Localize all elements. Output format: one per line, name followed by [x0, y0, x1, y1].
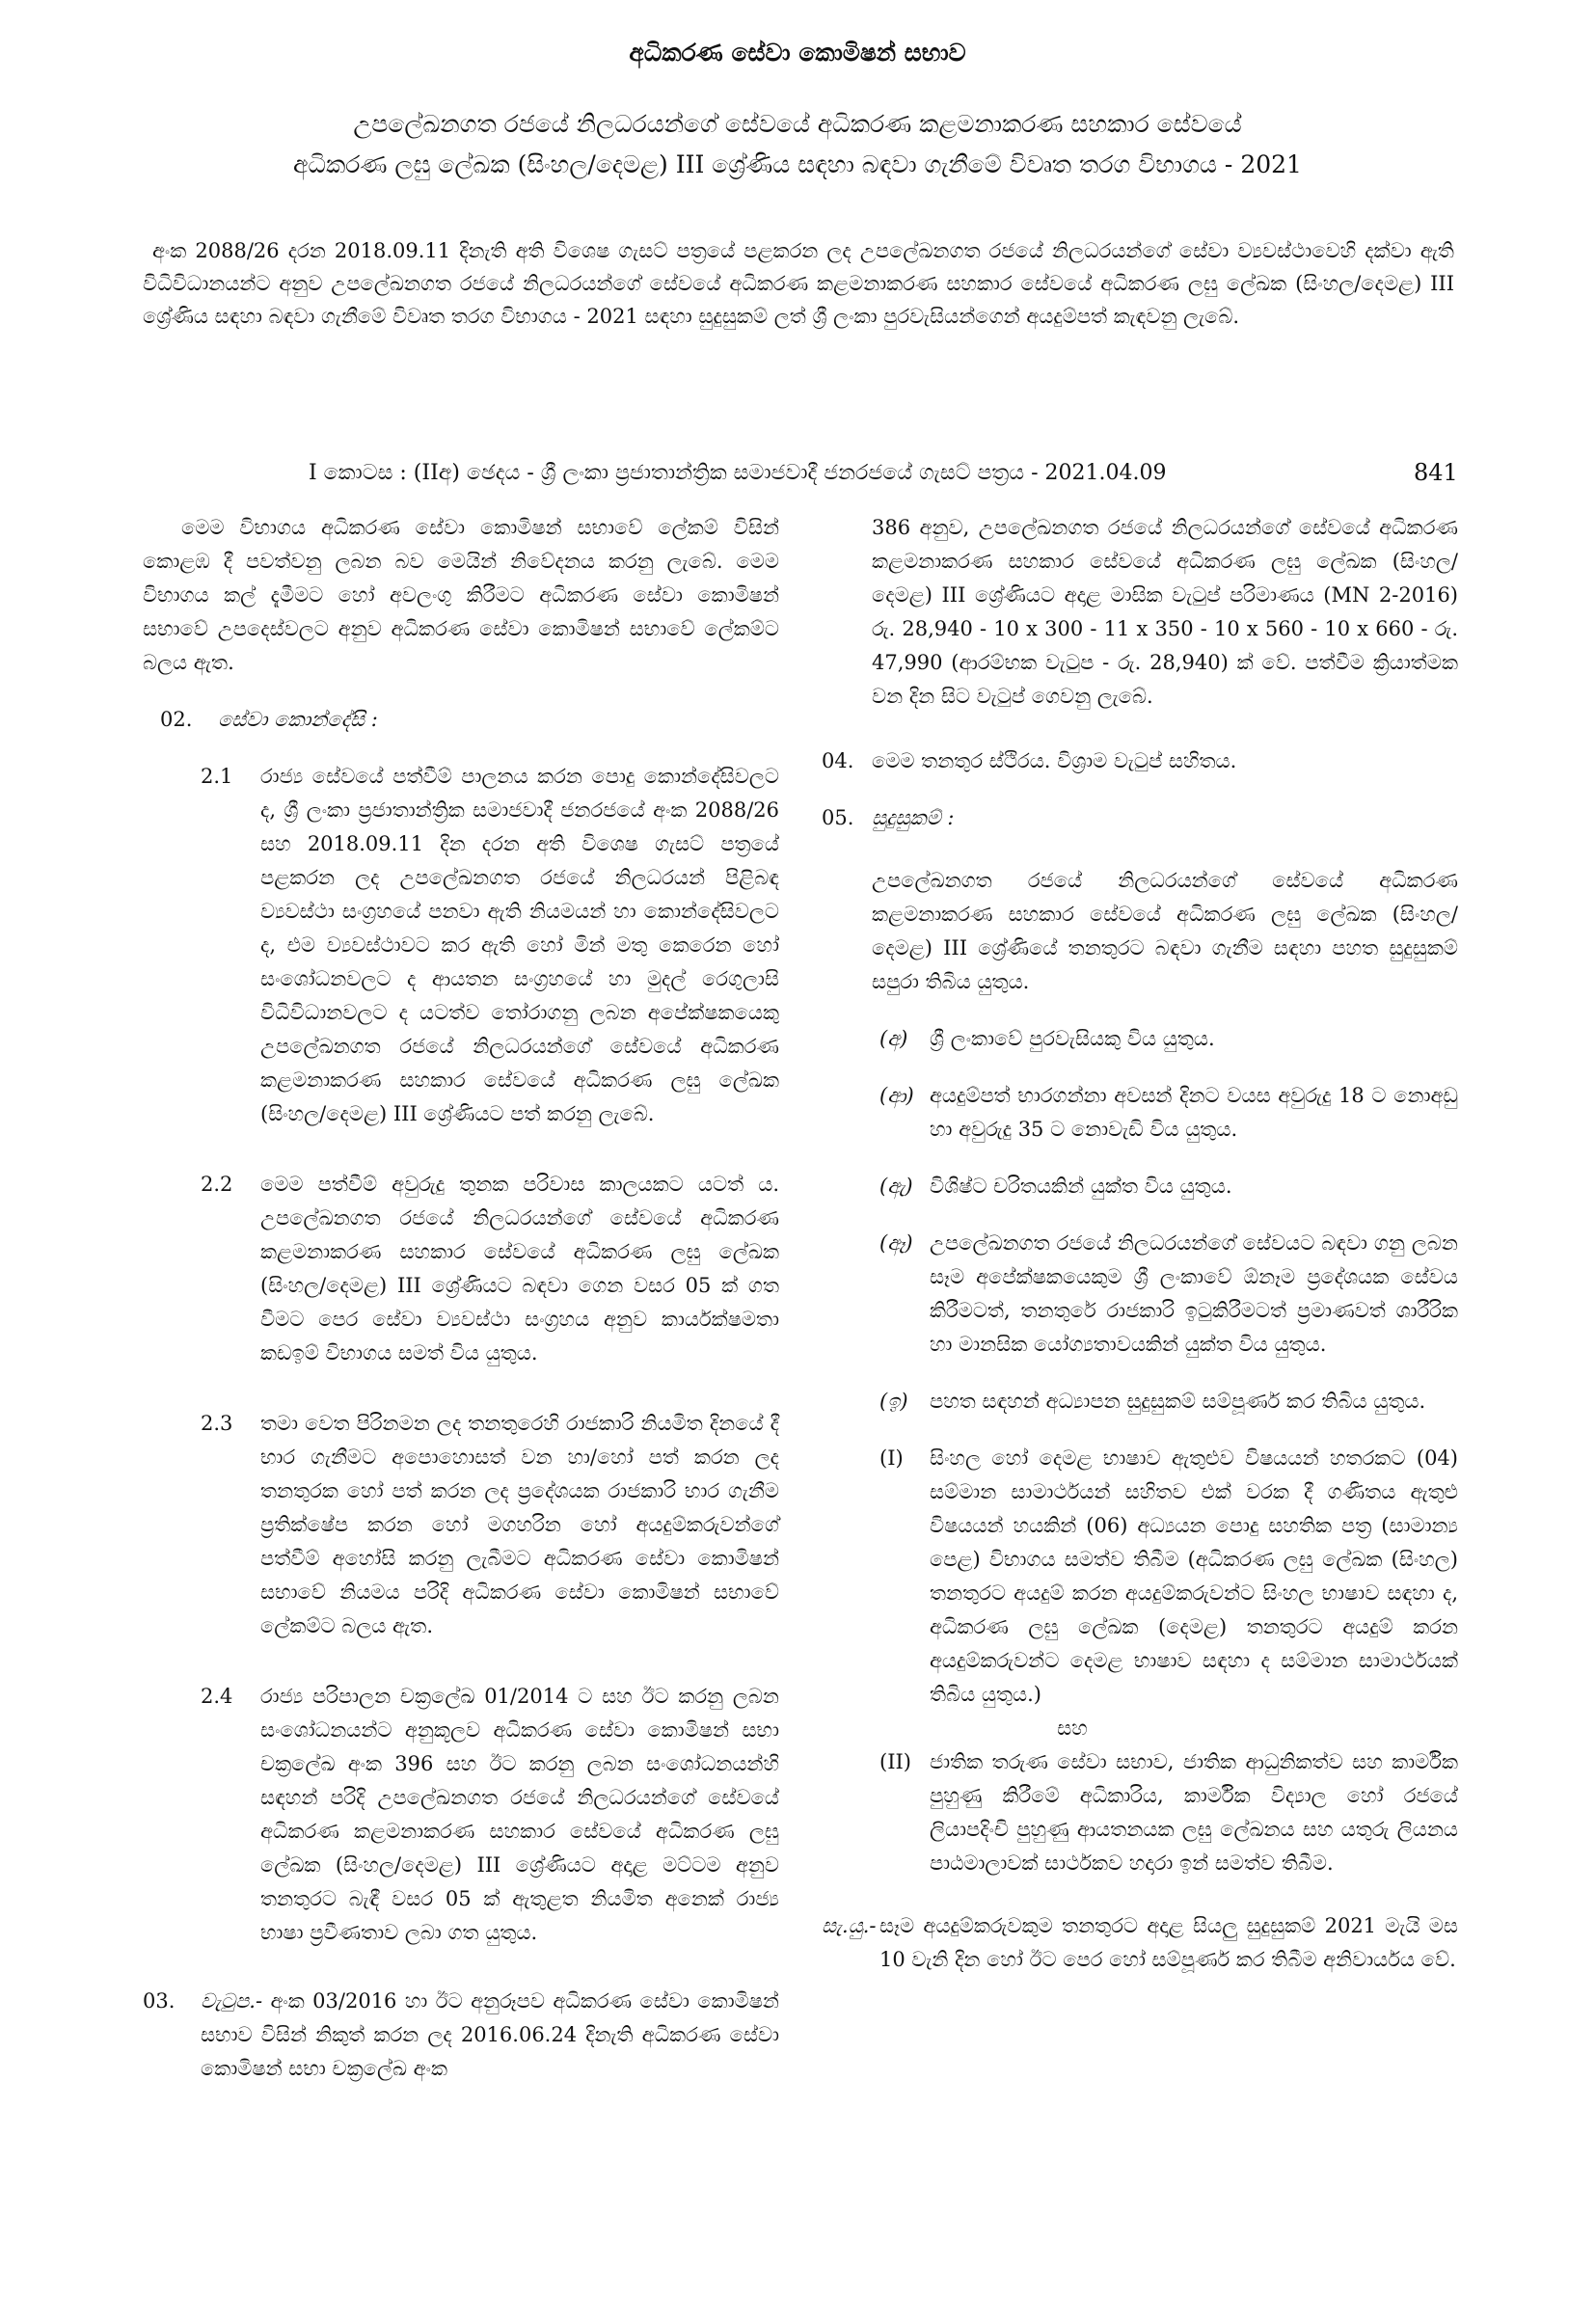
- item-text: උපලේඛනගත රජයේ නිලධරයන්ගේ සේවයට බඳවා ගනු ලබන සෑම අපේක්ෂකයෙකුම ශ්‍රී ලංකාවේ ඕනෑම ප්‍රදේශයක සේවය කිරීමටත්, තනතුරේ රාජකාරි ඉටුකිරීමටත් ප්‍රමාණවත් ශාරීරික හා මානසික යෝග්‍යතාවයකින් යුක්ත විය යුතුය.: [930, 1231, 1458, 1356]
- section-04-text: මෙම තනතුර ස්ථිරය. විශ්‍රාම වැටුප් සහිතය.: [872, 749, 1237, 772]
- item-number: (ඈ): [879, 1231, 913, 1255]
- item-text: රාජ්‍ය පරිපාලන චක්‍රලේඛ 01/2014 ට සහ ඊට කරනු ලබන සංශෝධනයන්ට අනුකූලව අධිකරණ සේවා කොමිෂන් සභා චක්‍රලේඛ අංක 396 සහ ඊට කරනු ලබන සංශෝධනයන්හි සඳහන් පරිදි උපලේඛනගත රජයේ නිලධරයන්ගේ සේවයේ අධිකරණ කළමනාකරණ සහකාර සේවයේ අධිකරණ ලඝු ලේඛක (සිංහල/දෙමළ) III ශ්‍රේණියට අදාළ මට්ටම අනුව තනතුරට බැඳී වසර 05 ක් ඇතුළත නියමිත අනෙක් රාජ්‍ය භාෂා ප්‍රවීණතාව ලබා ගත යුතුය.: [260, 1685, 779, 1944]
- left-column: [143, 511, 779, 2086]
- item-text: ජාතික තරුණ සේවා සභාව, ජාතික ආධුනිකත්ව සහ කාර්මික පුහුණු කිරීමේ අධිකාරිය, කාර්මික විද්‍යාල හෝ රජයේ ලියාපදිංචි පුහුණු ආයතනයක ලඝු ලේඛනය සහ යතුරු ලියනය පාඨමාලාවක් සාර්ථකව හදාරා ඉන් සමත්ව තිබීම.: [930, 1750, 1458, 1875]
- section-title: සුදුසුකම් :: [872, 806, 955, 829]
- qualification-aee: [822, 1227, 1458, 1362]
- education-I: [822, 1442, 1458, 1712]
- item-number: 2.1: [201, 765, 233, 788]
- item-number: 2.2: [201, 1173, 233, 1196]
- item-number: 2.3: [201, 1412, 233, 1435]
- item-number: (ඉ): [879, 1390, 908, 1413]
- item-text: පහත සඳහන් අධ්‍යාපන සුදුසුකම් සම්පූර්ණ කර තිබිය යුතුය.: [930, 1390, 1426, 1413]
- item-text: විශිෂ්ට චරිතයකින් යුක්ත විය යුතුය.: [930, 1175, 1232, 1198]
- item-number: (ආ): [879, 1084, 914, 1107]
- section-number: 03.: [143, 1989, 176, 2013]
- section-02-heading: [143, 703, 779, 737]
- note-text: සෑම අයදුම්කරුවකුම තනතුරට අදාළ සියලු සුදුසුකම් 2021 මැයි මස 10 වැනි දින හෝ ඊට පෙර හෝ සම්පූර්ණ කර තිබීම අනිවාර්යය වේ.: [879, 1914, 1458, 1971]
- item-text: මෙම පත්වීම් අවුරුදු තුනක පරිවාස කාලයකට යටත් ය. උපලේඛනගත රජයේ නිලධරයන්ගේ සේවයේ අධිකරණ කළමනාකරණ සහකාර සේවයේ අධිකරණ ලඝු ලේඛක (සිංහල/දෙමළ) III ශ්‍රේණියට බඳවා ගෙන වසර 05 ක් ගත වීමට පෙර සේවා ව්‍යවස්ථා සංග්‍රහය අනුව කාර්යක්ෂමතා කඩඉම් විභාගය සමත් විය යුතුය.: [260, 1173, 779, 1365]
- item-number: (අ): [879, 1027, 908, 1050]
- note-label: සැ.යු.-: [822, 1914, 877, 1937]
- item-number: (ඇ): [879, 1175, 913, 1198]
- salary-label: වැටුප.-: [201, 1989, 263, 2013]
- page-number: 841: [1414, 459, 1458, 486]
- title-line-1: උපලේඛනගත රජයේ නිලධරයන්ගේ සේවයේ අධිකරණ කළමනාකරණ සහකාර සේවයේ: [353, 110, 1242, 138]
- item-text: සිංහල හෝ දෙමළ භාෂාව ඇතුළුව විෂයයන් හතරකට (04) සම්මාන සාමාර්ථයන් සහිතව එක් වරක දී ගණිතය ඇතුළු විෂයයන් හයකින් (06) අධ්‍යයන පොදු සහතික පත්‍ර (සාමාන්‍ය පෙළ) විභාගය සමත්ව තිබීම (අධිකරණ ලඝු ලේඛක (සිංහල) තනතුරට අයදුම් කරන අයදුම්කරුවන්ට සිංහල භාෂාව සඳහා ද, අධිකරණ ලඝු ලේඛක (දෙමළ) තනතුරට අයදුම් කරන අයදුම්කරුවන්ට දෙමළ භාෂාව සඳහා ද සම්මාන සාමාර්ථයක් තිබිය යුතුය.): [930, 1446, 1458, 1706]
- salary-text-body: අංක 03/2016 හා ඊට අනුරූපව අධිකරණ සේවා කොමිෂන් සභාව විසින් නිකුත් කරන ලද 2016.06.24 දිනැති අධිකරණ සේවා කොමිෂන් සභා චක්‍රලේඛ අංක: [201, 1989, 779, 2080]
- section-05-heading: [822, 801, 1458, 835]
- salary-text: [201, 1985, 779, 2086]
- section-title: සේවා කොන්දේසි :: [218, 708, 378, 731]
- qualification-aa: [822, 1079, 1458, 1147]
- qualifications-intro: උපලේඛනගත රජයේ නිලධරයන්ගේ සේවයේ අධිකරණ කළමනාකරණ සහකාර සේවයේ අධිකරණ ලඝු ලේඛක (සිංහල/දෙමළ) III ශ්‍රේණියේ තනතුරට බඳවා ගැනීම සඳහා පහත සුදුසුකම් සපුරා තිබිය යුතුය.: [872, 869, 1458, 993]
- item-number: (I): [879, 1446, 904, 1470]
- qualification-a: [822, 1022, 1458, 1056]
- section-number: 04.: [822, 749, 854, 772]
- running-head: I කොටස : (IIඅ) ඡෙදය - ශ්‍රී ලංකා ප්‍රජාතාන්ත්‍රික සමාජවාදී ජනරජයේ ගැසට් පත්‍රය - 2021.04.09: [309, 461, 1167, 485]
- section-03-salary: [143, 1985, 779, 2086]
- item-text: රාජ්‍ය සේවයේ පත්වීම් පාලනය කරන පොදු කොන්දේසිවලට ද, ශ්‍රී ලංකා ප්‍රජාතාන්ත්‍රික සමාජවාදී ජනරජයේ අංක 2088/26 සහ 2018.09.11 දින දරන අති විශෙෂ ගැසට් පත්‍රයේ පළකරන ලද උපලේඛනගත රජයේ නිලධරයන් පිළිබඳ ව්‍යවස්ථා සංග්‍රහයේ පනවා ඇති නියමයන් හා කොන්දේසිවලට ද, එම ව්‍යවස්ථාවට කර ඇති හෝ මින් මතු කෙරෙන හෝ සංශෝධනවලට ද ආයතන සංග්‍රහයේ හා මුදල් රෙගුලාසි විධිවිධානවලට ද යටත්ව තෝරාගනු ලබන අපේක්ෂකයෙකු උපලේඛනගත රජයේ නිලධරයන්ගේ සේවයේ අධිකරණ කළමනාකරණ සහකාර සේවයේ අධිකරණ ලඝු ලේඛක (සිංහල/දෙමළ) III ශ්‍රේණියට පත් කරනු ලැබේ.: [260, 765, 779, 1125]
- education-II: [822, 1745, 1458, 1880]
- item-text: ශ්‍රී ලංකාවේ පුරවැසියකු විය යුතුය.: [930, 1027, 1215, 1050]
- note: [822, 1909, 1458, 1977]
- opening-paragraph: මෙම විභාගය අධිකරණ සේවා කොමිෂන් සභාවේ ලේකම් විසින් කොළඹ දී පවත්වනු ලබන බව මෙයින් නිවේදනය කරනු ලැබේ. මෙම විභාගය කල් දැමීමට හෝ අවලංගු කිරීමට අධිකරණ සේවා කොමිෂන් සභාවේ උපදෙස්වලට අනුව අධිකරණ සේවා කොමිෂන් සභාවේ ලේකම්ට බලය ඇත.: [143, 516, 779, 674]
- item-text: අයදුම්පත් භාරගන්නා අවසන් දිනට වයස අවුරුදු 18 ට නොඅඩු හා අවුරුදු 35 ට නොවැඩි විය යුතුය.: [930, 1084, 1458, 1141]
- qualification-i: [822, 1385, 1458, 1419]
- item-text: තමා වෙත පිරිනමන ලද තනතුරෙහි රාජකාරි නියමිත දිනයේ දී භාර ගැනීමට අපොහොසත් වන හා/හෝ පත් කරන ලද තනතුරක හෝ පත් කරන ලද ප්‍රදේශයක රාජකාරි භාර ගැනීම ප්‍රතික්ෂේප කරන හෝ මගහරින හෝ අයදුම්කරුවන්ගේ පත්වීම් අහෝසි කරනු ලැබීමට අධිකරණ සේවා කොමිෂන් සභාවේ නියමය පරිදි අධිකරණ සේවා කොමිෂන් සභාවේ ලේකම්ට බලය ඇත.: [260, 1412, 779, 1637]
- title-line-2: අධිකරණ ලඝු ලේඛක (සිංහල/දෙමළ) III ශ්‍රේණිය සඳහා බඳවා ගැනීමේ විවෘත තරග විභාගය - 2021: [293, 150, 1302, 178]
- condition-2-3: [143, 1407, 779, 1643]
- condition-2-4: [143, 1680, 779, 1950]
- condition-2-2: [143, 1168, 779, 1370]
- qualification-ae: [822, 1170, 1458, 1203]
- condition-2-1: [143, 760, 779, 1131]
- department-heading: අධිකරණ සේවා කොමිෂන් සභාව: [629, 39, 966, 67]
- section-04: [822, 744, 1458, 778]
- section-number: 05.: [822, 806, 854, 829]
- notice-title: [145, 104, 1450, 185]
- intro-paragraph: අංක 2088/26 දරන 2018.09.11 දිනැති අති විශෙෂ ගැසට් පත්‍රයේ පළකරන ලද උපලේඛනගත රජයේ නිලධරයන්ගේ සේවා ව්‍යවස්ථාවෙහි දක්වා ඇති විධිවිධානයන්ට අනුව උපලේඛනගත රජයේ නිලධරයන්ගේ සේවයේ අධිකරණ කළමනාකරණ සහකාර සේවයේ අධිකරණ ලඝු ලේඛක (සිංහල/දෙමළ) III ශ්‍රේණිය සඳහා බඳවා ගැනීමේ විවෘත තරග විභාගය - 2021 සඳහා සුදුසුකම් ලත් ශ්‍රී ලංකා පුරවැසියන්ගෙන් අයදුම්පත් කැඳවනු ලැබේ.: [143, 239, 1454, 328]
- item-number: (II): [879, 1750, 911, 1773]
- right-column: [822, 511, 1458, 1977]
- salary-continuation: 386 අනුව, උපලේඛනගත රජයේ නිලධරයන්ගේ සේවයේ අධිකරණ කළමනාකරණ සහකාර සේවයේ අධිකරණ ලඝු ලේඛක (සිංහල/දෙමළ) III ශ්‍රේණියට අදාළ මාසික වැටුප් පරිමාණය (MN 2-2016) රු. 28,940 - 10 x 300 - 11 x 350 - 10 x 560 - 10 x 660 - රු. 47,990 (ආරම්භක වැටුප - රු. 28,940) ක් වේ. පත්වීම ක්‍රියාත්මක වන දින සිට වැටුප් ගෙවනු ලැබේ.: [872, 516, 1458, 708]
- item-number: 2.4: [201, 1685, 233, 1708]
- section-number: 02.: [160, 708, 193, 731]
- and-connector: සහ: [1057, 1716, 1088, 1740]
